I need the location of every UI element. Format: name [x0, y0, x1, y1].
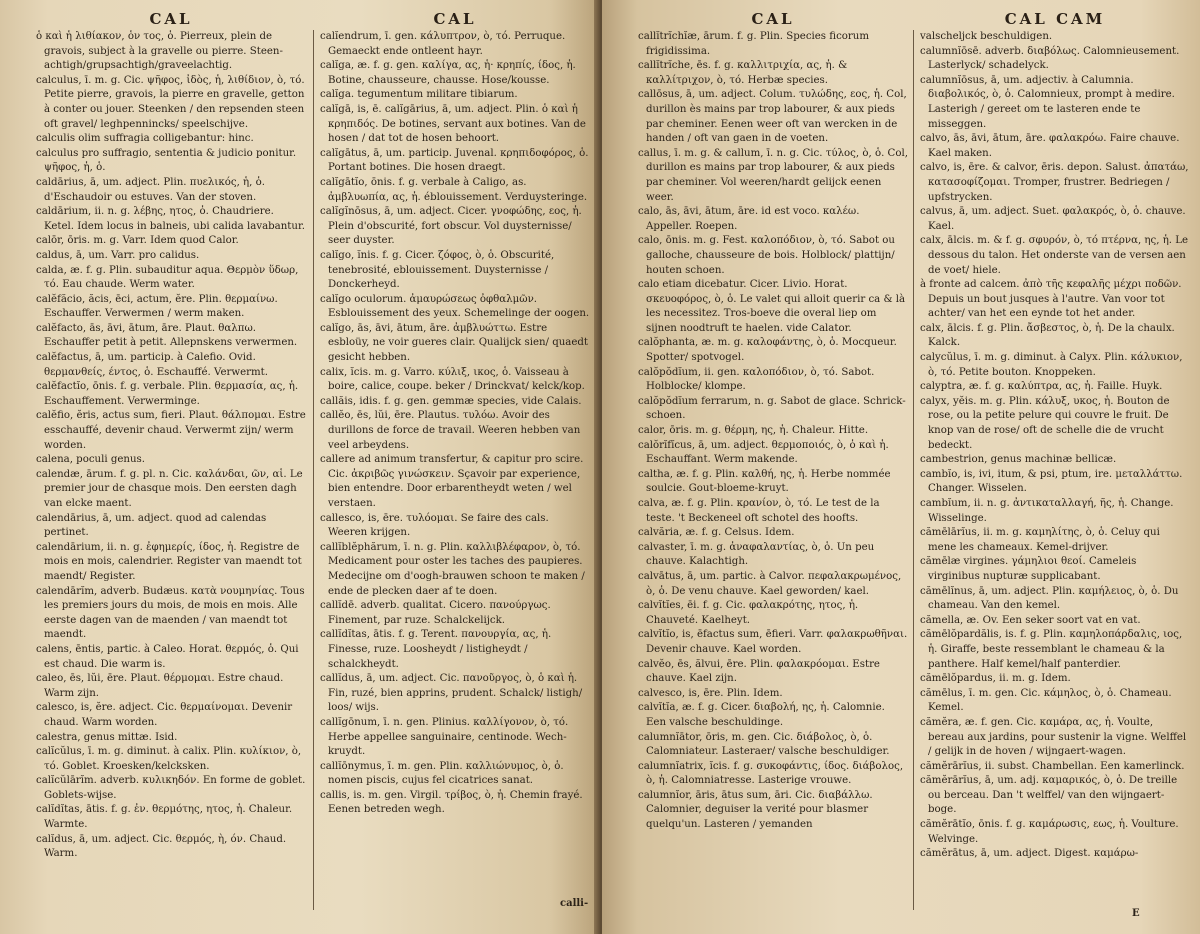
dictionary-entry: calumnĭōsus, ā, um. adjectiv. à Calumnia. διαβολικός, ὸ, ὁ. Calomnieux, prompt à medire. Lasterigh / gereet om te lasteren ende te misseggen.: [920, 74, 1175, 130]
column-4-entries: [920, 30, 1190, 862]
dictionary-entry: cămella, æ. Ov. Een seker soort vat en vat.: [920, 614, 1141, 626]
dictionary-entry: callĭōnymus, ī. m. gen. Plin. καλλιώνυμος, ὸ, ὁ. nomen piscis, cujus fel cicatrices sanat.: [320, 760, 564, 787]
dictionary-entry: calumnĭor, āris, ātus sum, āri. Cic. διαβάλλω. Calomnier, deguiser la verité pour blasmer quelqu'un. Lasteren / yemanden: [638, 789, 873, 831]
column-2-header: CAL: [433, 10, 477, 28]
dictionary-entry: calĭgo oculorum. ἀμαυρώσεως ὀφθαλμῶν. Esblouissement des yeux. Schemelinge der oogen.: [320, 293, 590, 320]
column-1-entries: [36, 30, 306, 862]
dictionary-entry: callesco, is, ēre. τυλόομαι. Se faire des cals. Weeren krijgen.: [320, 512, 549, 539]
dictionary-entry: cămēlārĭus, ii. m. g. καμηλίτης, ὸ, ὁ. Celuy qui mene les chameaux. Kemel-drijver.: [920, 527, 1160, 553]
dictionary-entry: calvĭtĭes, ēi. f. g. Cic. φαλακρότης, ητος, ἡ. Chauveté. Kaelheyt.: [638, 600, 859, 626]
column-rule: [313, 30, 314, 910]
dictionary-entry: calŏpŏdĭum, ii. gen. καλοπόδιον, ὸ, τό. Sabot. Holblocke/ klompe.: [638, 366, 875, 393]
dictionary-entry: callĭdē. adverb. qualitat. Cicero. πανούργως. Finement, par ruze. Schalckelijck.: [320, 600, 551, 626]
column-rule: [913, 30, 914, 910]
dictionary-entry: calculis olim suffragia colligebantur: hinc.: [36, 133, 254, 145]
left-page: [0, 0, 598, 934]
column-4-header: CAL CAM: [1004, 10, 1106, 28]
column-2-entries: [320, 30, 590, 818]
signature-mark: E: [1132, 908, 1140, 919]
dictionary-entry: cămĕrātĭo, ōnis. f. g. καμάρωσις, εως, ἡ. Voulture. Welvinge.: [920, 819, 1179, 845]
dictionary-entry: calĭdĭtas, ātis. f. g. ἐν. θερμότης, ητος, ἡ. Chaleur. Warmte.: [36, 804, 293, 831]
dictionary-entry: callĭdus, ā, um. adject. Cic. πανοῦργος, ὸ, ὁ καὶ ἡ. Fin, ruzé, bien apprins, prudent. Schalck/ listigh/ loos/ wijs.: [320, 673, 583, 714]
dictionary-entry: calĭgā, is, ē. calĭgārius, ā, um. adject. Plin. ὁ καὶ ἡ κρηπιδός. De botines, servant aux botines. Van de hosen / dat tot de hosen behoort.: [320, 103, 586, 145]
dictionary-entry: calvus, ā, um. adject. Suet. φαλακρός, ὸ, ὁ. chauve. Kael.: [920, 206, 1186, 232]
dictionary-entry: cămĕrārĭus, ā, um. adj. καμαρικός, ὸ, ὁ. De treille ou berceau. Dan 't welffel/ van den wijngaert-boge.: [920, 775, 1178, 816]
dictionary-entry: calendārium, ii. n. g. ἐφημερίς, ίδος, ἡ. Registre de mois en mois, calendrier. Register van maendt tot maendt/ Register.: [36, 541, 302, 582]
dictionary-entry: calĭdus, ā, um. adject. Cic. θερμός, ὴ, όν. Chaud. Warm.: [36, 833, 287, 860]
dictionary-entry: calo, ās, āvi, ātum, āre. id est voco. καλέω. Appeller. Roepen.: [638, 206, 860, 232]
dictionary-entry: calens, ēntis, partic. à Caleo. Horat. θερμός, ὁ. Qui est chaud. Die warm is.: [36, 643, 299, 670]
dictionary-entry: calumnĭātor, ōris, m. gen. Cic. διάβολος, ὸ, ὁ. Calomniateur. Lasteraer/ valsche beschuldiger.: [638, 731, 890, 758]
dictionary-entry: callĭtrĭchĭæ, ārum. f. g. Plin. Species ficorum frigidissima.: [638, 31, 869, 57]
dictionary-entry: callōsus, ā, um. adject. Colum. τυλώδης, εος, ἡ. Col, durillon ès mains par trop labourer, & aux pieds par cheminer. Eenen weer oft van wercken in de handen / oft van gaen in de voeten.: [638, 89, 907, 145]
dictionary-entry: valscheljck beschuldigen.: [920, 31, 1053, 42]
dictionary-entry: callĕo, ēs, lŭi, ēre. Plautus. τυλόω. Avoir des durillons de force de travail. Weeren hebben van veel arbeydens.: [320, 410, 581, 451]
dictionary-entry: callĭblĕphărum, ī. n. g. Plin. καλλιβλέφαρον, ὸ, τό. Medicament pour oster les taches des paupieres. Medecijne om d'oogh-brauwen schoon te maken / ende de plecken daer af te doen.: [320, 541, 585, 597]
dictionary-entry: cămĕrārĭus, ii. subst. Chambellan. Een kamerlinck.: [920, 760, 1185, 772]
dictionary-entry: calyptra, æ. f. g. καλύπτρα, ας, ἡ. Faille. Huyk.: [920, 381, 1163, 393]
dictionary-entry: calestra, genus mittæ. Isid.: [36, 731, 178, 743]
dictionary-entry: callis, is. m. gen. Virgil. τρίβος, ὸ, ἡ. Chemin frayé. Eenen betreden wegh.: [320, 789, 583, 816]
dictionary-entry: callĭdĭtas, ātis. f. g. Terent. πανουργία, ας, ἡ. Finesse, ruze. Loosheydt / listigheydt / schalckheydt.: [320, 629, 552, 670]
dictionary-entry: calĭcŭlārĭm. adverb. κυλικηδόν. En forme de goblet. Goblets-wijse.: [36, 775, 306, 801]
dictionary-entry: calĭgātus, ā, um. particip. Juvenal. κρηπιδοφόρος, ὁ. Portant botines. Die hosen draegt.: [320, 147, 589, 174]
dictionary-entry: calĕfacto, ās, āvi, ātum, āre. Plaut. θαλπω. Eschauffer petit à petit. Allepnskens verwermen.: [36, 322, 298, 349]
dictionary-entry: calo etiam dicebatur. Cicer. Livio. Horat. σκευοφόρος, ὸ, ὁ. Le valet qui alloit querir ca & là les necessitez. Tros-boeve die overal liep om sijnen noodtruft te haelen. vide Calator.: [638, 279, 906, 334]
dictionary-entry: cămēlĭnus, ā, um. adject. Plin. καμήλειος, ὸ, ὁ. Du chameau. Van den kemel.: [920, 585, 1179, 612]
dictionary-entry: calo, ōnis. m. g. Fest. καλοπόδιον, ὸ, τό. Sabot ou galloche, chausseure de bois. Holblock/ plattijn/ houten schoen.: [638, 235, 895, 276]
dictionary-entry: calvātus, ā, um. partic. à Calvor. πεφαλακρωμένος, ὸ, ὁ. De venu chauve. Kael geworden/ kael.: [638, 570, 902, 597]
dictionary-entry: calvo, is, ēre. & calvor, ēris. depon. Salust. ἀπατάω, κατασοφίζομαι. Tromper, frustrer. Bedriegen / upfstrycken.: [920, 162, 1189, 203]
dictionary-entry: calumnĭatrix, ĭcis. f. g. συκοφάντις, ίδος. διάβολος, ὸ, ἡ. Calomniatresse. Lasterige vrouwe.: [638, 760, 904, 787]
dictionary-entry: cămĕra, æ. f. gen. Cic. καμάρα, ας, ἡ. Voulte, bereau aux jardins, pour sustenir la vigne. Welffel / gelijk in de hoven / wijngaert-wagen.: [920, 716, 1187, 758]
dictionary-entry: cambestrion, genus machinæ bellicæ.: [920, 454, 1117, 466]
dictionary-entry: calĕfactus, ā, um. particip. à Calefio. Ovid. θερμανθείς, έντος, ὁ. Eschauffé. Verwermt.: [36, 352, 268, 378]
dictionary-entry: calumnĭōsē. adverb. διαβόλως. Calomnieusement. Lasterlyck/ schadelyck.: [920, 45, 1180, 72]
dictionary-entry: caleo, ēs, lŭi, ēre. Plaut. θέρμομαι. Estre chaud. Warm zijn.: [36, 673, 284, 699]
dictionary-entry: calŏphanta, æ. m. g. καλοφάντης, ὸ, ὁ. Mocqueur. Spotter/ spotvogel.: [638, 337, 897, 364]
dictionary-entry: cămēlŏpardălis, is. f. g. Plin. καμηλοπάρδαλις, ιος, ἡ. Giraffe, beste ressemblant le chameau & la panthere. Half kemel/half panterdier.: [920, 629, 1183, 670]
dictionary-entry: calx, ālcis. f. g. Plin. ἄσβεστος, ὸ, ἡ. De la chaulx. Kalck.: [920, 322, 1175, 349]
dictionary-entry: callus, ī. m. g. & callum, ī. n. g. Cic. τύλος, ὸ, ὁ. Col, durillon es mains par trop labourer, & aux pieds par cheminer. Vol weeren/hardt gelijck eenen weer.: [638, 147, 908, 203]
catchword: calli-: [560, 898, 589, 909]
dictionary-entry: caltha, æ. f. g. Plin. καλθή, ης, ἡ. Herbe nommée soulcie. Gout-bloeme-kruyt.: [638, 468, 891, 495]
dictionary-entry: calvĭtĭa, æ. f. g. Cicer. διαβολή, ης, ἡ. Calomnie. Een valsche beschuldinge.: [638, 702, 885, 728]
dictionary-entry: callăis, idis. f. g. gen. gemmæ species, vide Calais.: [320, 395, 582, 407]
dictionary-entry: calŏpŏdĭum ferrarum, n. g. Sabot de glace. Schrick-schoen.: [638, 395, 906, 422]
dictionary-entry: ὁ καὶ ἡ λιθίακον, ὁν τος, ὁ. Pierreux, plein de gravois, subject à la gravelle ou pierre. Steen-achtigh/grupsachtigh/graveelachtig.: [36, 31, 283, 72]
dictionary-entry: cămēlæ virgines. γάμηλιοι θεοί. Cameleis virginibus nupturæ supplicabant.: [920, 556, 1137, 582]
dictionary-entry: calĭgo, ĭnis. f. g. Cicer. ζόφος, ὸ, ὁ. Obscurité, tenebrosité, eblouissement. Duysternisse / Donckerheyd.: [320, 249, 555, 291]
dictionary-entry: calx, ālcis. m. & f. g. σφυρόν, ὸ, τό πτέρνα, ης, ἡ. Le dessous du talon. Het onderste van de versen aen de voet/ hiele.: [920, 235, 1189, 276]
dictionary-entry: callĭgōnum, ī. n. gen. Plinius. καλλίγονον, ὸ, τό. Herbe appellee sanguinaire, centinode. Wech-kruydt.: [320, 716, 569, 758]
column-1: [36, 8, 306, 928]
dictionary-entry: calĕfactĭo, ōnis. f. g. verbale. Plin. θερμασία, ας, ἡ. Eschauffement. Verwerminge.: [36, 381, 299, 407]
dictionary-entry: calix, ĭcis. m. g. Varro. κύλιξ, ικος, ὁ. Vaisseau à boire, calice, coupe. beker / Drinckvat/ kelck/kop.: [320, 366, 585, 393]
dictionary-entry: callere ad animum transfertur, & capitur pro scire. Cic. ἀκριβῶς γινώσκειν. Sçavoir par experience, bien entendre. Door erbarentheydt weten / wel verstaen.: [320, 454, 584, 509]
column-3-entries: [638, 30, 908, 833]
dictionary-entry: calĭendrum, ī. gen. κάλυπτρον, ὸ, τό. Perruque. Gemaeckt ende ontleent hayr.: [320, 31, 566, 57]
dictionary-entry: calculus pro suffragio, sententia & judicio ponitur. ψῆφος, ἡ, ὁ.: [36, 147, 297, 174]
dictionary-entry: calendæ, ārum. f. g. pl. n. Cic. καλάνδαι, ῶν, αἱ. Le premier jour de chasque mois. Den eersten dagh van elcke maent.: [36, 468, 303, 509]
dictionary-entry: cambĭo, is, ivi, itum, & psi, ptum, ire. μεταλλάττω. Changer. Wisselen.: [920, 468, 1183, 495]
dictionary-entry: cămēlŏpardus, ii. m. g. Idem.: [920, 673, 1071, 685]
dictionary-entry: calculus, ī. m. g. Cic. ψῆφος, ἰδὸς, ἡ, λιθίδιον, ὸ, τό. Petite pierre, gravois, la pierre en gravelle, getton à conter ou jouer. Steenken / den repsenden steen oft gravel/ leghpennincks/ speelschijve.: [36, 74, 305, 130]
column-2: [320, 8, 590, 928]
dictionary-entry: calvĭtĭo, is, ēfactus sum, ēfieri. Varr. φαλακρωθῆναι. Devenir chauve. Kael worden.: [638, 629, 908, 655]
column-1-header: CAL: [149, 10, 193, 28]
dictionary-entry: calĭga. tegumentum militare tibiarum.: [320, 89, 518, 101]
column-4: [920, 8, 1190, 928]
dictionary-entry: calda, æ. f. g. Plin. subauditur aqua. Θερμὸν ὕδωρ, τό. Eau chaude. Werm water.: [36, 264, 299, 291]
dictionary-entry: calor, ōris. m. g. θέρμη, ης, ἡ. Chaleur. Hitte.: [638, 425, 869, 437]
dictionary-entry: cămēlus, ī. m. gen. Cic. κάμηλος, ὸ, ὁ. Chameau. Kemel.: [920, 687, 1172, 714]
dictionary-entry: calĭgo, ās, āvi, ātum, āre. ἀμβλυώττω. Estre esbloüy, ne voir gueres clair. Qualijck sien/ quaedt gesicht hebben.: [320, 322, 589, 364]
dictionary-entry: calŏrĭfĭcus, ā, um. adject. θερμοποιός, ὸ, ὁ καὶ ἡ. Eschauffant. Werm makende.: [638, 439, 889, 466]
dictionary-entry: callĭtrĭche, ēs. f. g. καλλιτριχία, ας, ἡ. & καλλίτριχον, ὸ, τό. Herbæ species.: [638, 60, 848, 86]
dictionary-entry: calyx, yĕis. m. g. Plin. κάλυξ, υκος, ἡ. Bouton de rose, ou la petite pelure qui couvre le fruit. De knop van de rose/ oft de schelle die de vrucht bedeckt.: [920, 395, 1170, 451]
dictionary-entry: calesco, is, ĕre. adject. Cic. θερμαίνομαι. Devenir chaud. Warm worden.: [36, 702, 293, 728]
column-3-header: CAL: [751, 10, 795, 28]
dictionary-entry: calvo, ās, āvi, ātum, āre. φαλακρόω. Faire chauve. Kael maken.: [920, 133, 1180, 159]
column-3: [638, 8, 908, 928]
dictionary-entry: à fronte ad calcem. ἀπὸ τῆς κεφαλῆς μέχρι ποδῶν. Depuis un bout jusques à l'autre. Van voor tot achter/ van het een eynde tot het ander.: [920, 279, 1182, 320]
right-page: [602, 0, 1200, 934]
dictionary-entry: calĭga, æ. f. g. gen. καλίγα, ας, ἡ· κρηπίς, ίδος, ἡ. Botine, chausseure, chausse. Hose/kousse.: [320, 60, 576, 86]
dictionary-entry: cambĭum, ii. n. g. ἀντικαταλλαγή, ῆς, ἡ. Change. Wisselinge.: [920, 498, 1174, 524]
dictionary-entry: calĭgātĭo, ōnis. f. g. verbale à Caligo, as. ἀμβλυωπία, ας, ἡ. éblouissement. Verduysteringe.: [320, 176, 588, 203]
dictionary-entry: calvaster, ī. m. g. ἀναφαλαντίας, ὸ, ὁ. Un peu chauve. Kalachtigh.: [638, 541, 875, 568]
dictionary-entry: calĭcŭlus, ī. m. g. diminut. à calix. Plin. κυλίκιον, ὸ, τό. Goblet. Kroesken/kelcksken.: [36, 746, 302, 772]
dictionary-entry: calena, poculi genus.: [36, 454, 145, 466]
dictionary-entry: calendārius, ā, um. adject. quod ad calendas pertinet.: [36, 512, 267, 539]
dictionary-entry: calvesco, is, ēre. Plin. Idem.: [638, 687, 783, 699]
dictionary-entry: caldārium, ii. n. g. λέβης, ητος, ὁ. Chaudriere. Ketel. Idem locus in balneis, ubi calida lavabantur.: [36, 206, 305, 232]
dictionary-entry: calōr, ōris. m. g. Varr. Idem quod Calor.: [36, 235, 239, 247]
dictionary-entry: calycŭlus, ī. m. g. diminut. à Calyx. Plin. κάλυκιον, ὸ, τό. Petite bouton. Knoppeken.: [920, 352, 1183, 378]
dictionary-entry: calva, æ. f. g. Plin. κρανίον, ὸ, τό. Le test de la teste. 't Beckeneel oft schotel des hoofts.: [638, 498, 880, 524]
dictionary-entry: caldus, ā, um. Varr. pro calidus.: [36, 249, 200, 261]
dictionary-entry: calĭgĭnōsus, ā, um. adject. Cicer. γνοφώδης, εος, ἡ. Plein d'obscurité, fort obscur. Vol duysternisse/ seer duyster.: [320, 206, 582, 247]
dictionary-entry: calĕfăcio, ăcis, ēci, actum, ĕre. Plin. θερμαίνω. Eschauffer. Verwermen / werm maken.: [36, 293, 278, 320]
dictionary-entry: calvăria, æ. f. g. Celsus. Idem.: [638, 527, 795, 539]
dictionary-entry: calĕfio, ĕris, actus sum, fieri. Plaut. θάλπομαι. Estre esschauffé, devenir chaud. Verwermt zijn/ werm worden.: [36, 410, 306, 451]
dictionary-entry: calvĕo, ēs, ălvui, ēre. Plin. φαλακρόομαι. Estre chauve. Kael zijn.: [638, 658, 880, 685]
dictionary-entry: caldārius, ā, um. adject. Plin. πυελικός, ἡ, ὁ. d'Eschaudoir ou estuves. Van der stoven.: [36, 176, 265, 203]
dictionary-entry: calendārĭm, adverb. Budæus. κατὰ νουμηνίας. Tous les premiers jours du mois, de mois en mois. Alle eerste dagen van de maenden / van maendt tot maendt.: [36, 585, 305, 641]
dictionary-entry: cămĕrātus, ā, um. adject. Digest. καμάρω-: [920, 848, 1139, 860]
